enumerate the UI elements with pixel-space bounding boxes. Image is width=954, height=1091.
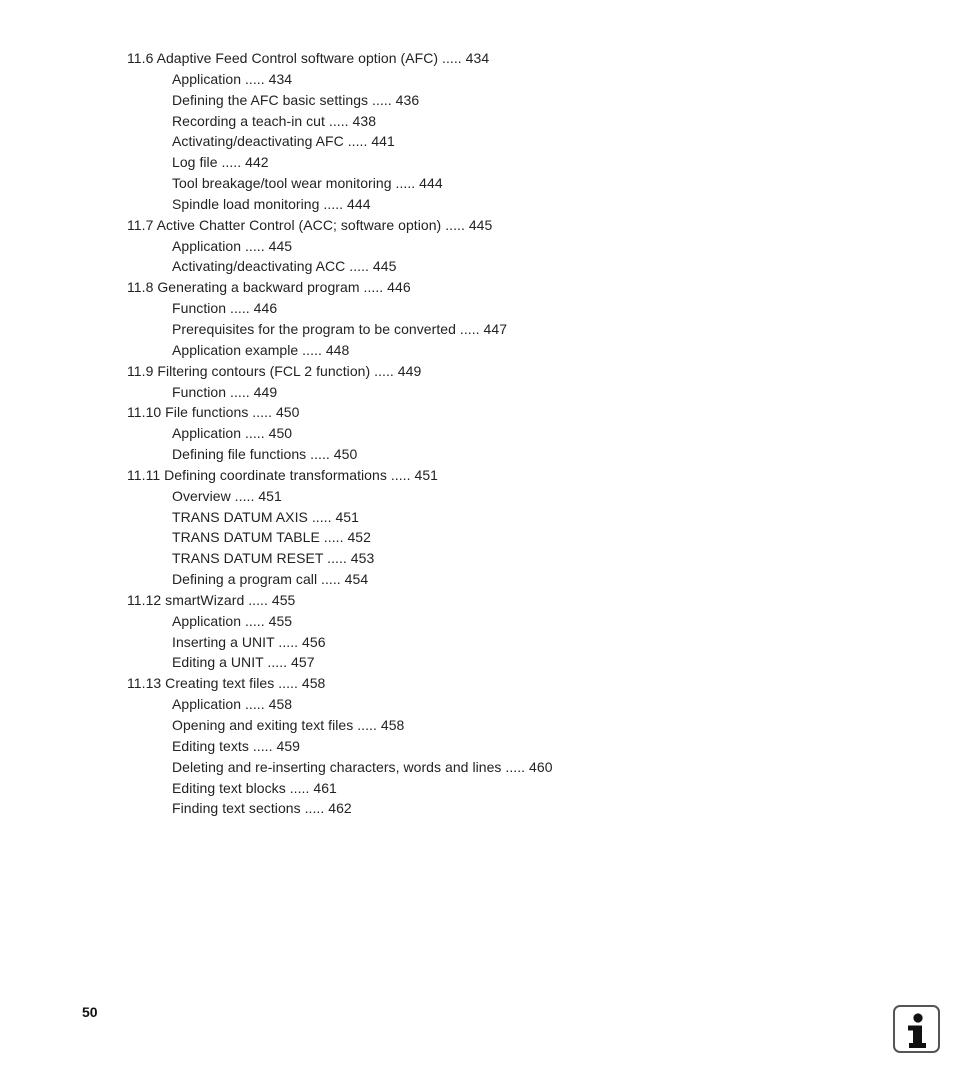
toc-subsection-entry: Application ..... 450 <box>172 425 293 442</box>
toc-section-entry: 11.6 Adaptive Feed Control software option (AFC) ..... 434 <box>127 50 490 66</box>
page-number: 50 <box>82 1004 98 1020</box>
toc-subsection-entry: Application ..... 458 <box>172 696 293 713</box>
toc-subsection-entry: Function ..... 446 <box>172 300 278 317</box>
toc-subsection-entry: TRANS DATUM AXIS ..... 451 <box>172 508 359 525</box>
toc-subsection-entry: Spindle load monitoring ..... 444 <box>172 195 371 212</box>
toc-subsection-entry: Application ..... 434 <box>172 70 293 87</box>
toc-subsection-entry: Inserting a UNIT ..... 456 <box>172 633 326 650</box>
info-glyph <box>895 1007 938 1051</box>
info-icon <box>893 1005 940 1053</box>
toc-section-entry: 11.12 smartWizard ..... 455 <box>127 591 296 608</box>
toc-subsection-entry: Application ..... 445 <box>172 237 293 254</box>
toc-subsection-entry: Editing a UNIT ..... 457 <box>172 654 315 671</box>
toc-section-entry: 11.13 Creating text files ..... 458 <box>127 675 326 692</box>
toc-subsection-entry: TRANS DATUM TABLE ..... 452 <box>172 529 371 546</box>
toc-subsection-entry: Finding text sections ..... 462 <box>172 800 352 817</box>
toc-section-entry: 11.8 Generating a backward program ..... 446 <box>127 279 411 296</box>
toc-subsection-entry: Defining the AFC basic settings ..... 436 <box>172 91 420 108</box>
toc-subsection-entry: Function ..... 449 <box>172 383 278 400</box>
toc-subsection-entry: Overview ..... 451 <box>172 487 282 504</box>
toc-subsection-entry: Editing texts ..... 459 <box>172 737 300 754</box>
toc-subsection-entry: Application ..... 455 <box>172 612 293 629</box>
toc-subsection-entry: Deleting and re-inserting characters, words and lines ..... 460 <box>172 758 553 775</box>
toc-subsection-entry: Tool breakage/tool wear monitoring ..... 444 <box>172 175 443 192</box>
toc-subsection-entry: Opening and exiting text files ..... 458 <box>172 717 405 733</box>
table-of-contents <box>127 48 887 819</box>
toc-section-entry: 11.9 Filtering contours (FCL 2 function) ..... 449 <box>127 362 422 379</box>
toc-subsection-entry: Defining a program call ..... 454 <box>172 571 369 588</box>
toc-subsection-entry: Prerequisites for the program to be converted ..... 447 <box>172 320 508 337</box>
toc-section-entry: 11.7 Active Chatter Control (ACC; software option) ..... 445 <box>127 216 493 233</box>
toc-subsection-entry: TRANS DATUM RESET ..... 453 <box>172 550 375 567</box>
toc-section-entry: 11.11 Defining coordinate transformations ..... 451 <box>127 466 438 483</box>
toc-subsection-entry: Activating/deactivating AFC ..... 441 <box>172 133 395 150</box>
toc-subsection-entry: Activating/deactivating ACC ..... 445 <box>172 258 397 275</box>
toc-subsection-entry: Log file ..... 442 <box>172 154 269 171</box>
toc-section-entry: 11.10 File functions ..... 450 <box>127 404 300 421</box>
toc-subsection-entry: Defining file functions ..... 450 <box>172 446 358 463</box>
toc-subsection-entry: Application example ..... 448 <box>172 341 350 358</box>
toc-subsection-entry: Editing text blocks ..... 461 <box>172 779 337 796</box>
toc-subsection-entry: Recording a teach-in cut ..... 438 <box>172 112 377 129</box>
